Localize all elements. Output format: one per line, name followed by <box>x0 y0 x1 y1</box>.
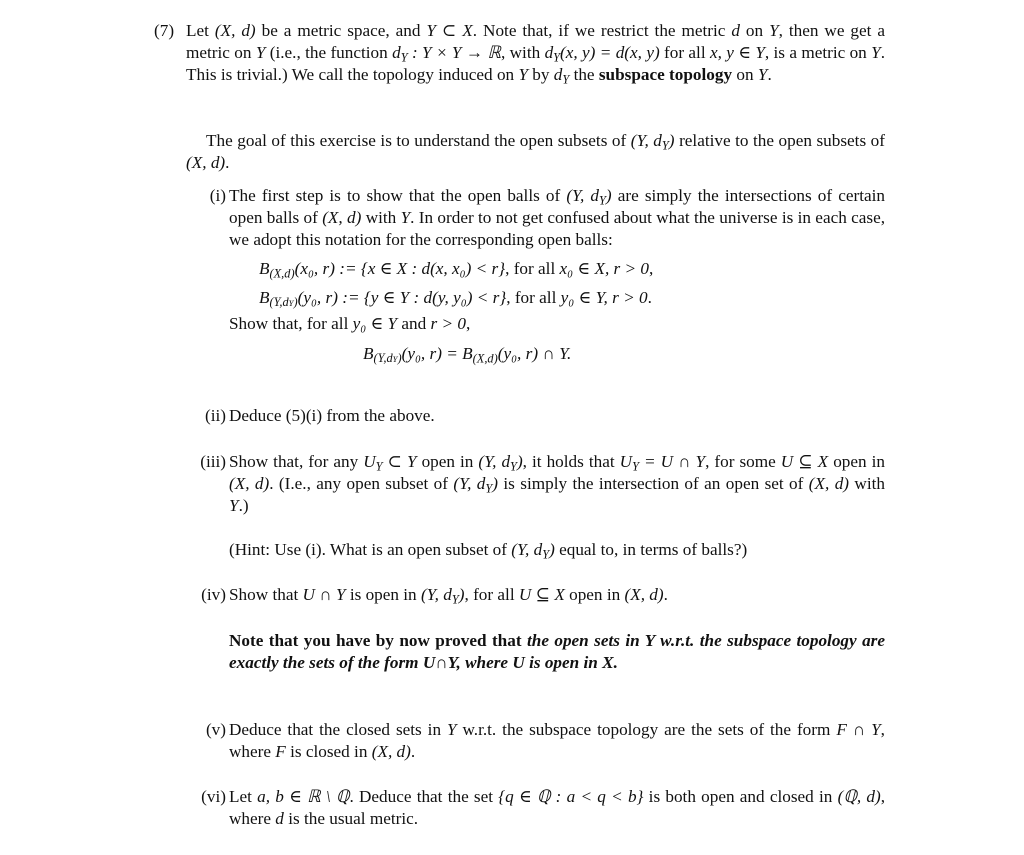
math-part: ) <box>458 585 465 604</box>
item-iv-paragraph <box>229 584 885 606</box>
text: on <box>739 21 770 40</box>
equation-ball-x <box>259 258 653 280</box>
math-part: : Y × Y → ℝ <box>407 43 501 62</box>
math-part: ) <box>605 186 612 205</box>
note-emphasis: the open sets in <box>526 631 645 650</box>
math: y₀ ∈ Y <box>352 314 398 333</box>
subscript: (X,d) <box>269 266 295 281</box>
math-part: U <box>619 452 633 471</box>
math: d <box>275 809 284 828</box>
text: the <box>569 65 599 84</box>
subscript: Y <box>375 459 383 474</box>
math: (x₀, r) := {x ∈ X : d(x, x₀) < r} <box>294 259 506 278</box>
text: with <box>361 208 401 227</box>
math: y₀ ∈ Y, r > 0 <box>560 288 648 307</box>
math: x, y ∈ Y <box>709 43 765 62</box>
exercise-intro <box>186 20 885 86</box>
text: Show that <box>229 585 303 604</box>
math: (X, d) <box>186 153 226 172</box>
text: . Deduce that the set <box>349 787 499 806</box>
text: , for all <box>505 259 560 278</box>
math <box>566 186 612 208</box>
math-part: (Y, d <box>453 474 486 493</box>
math-part: ) <box>397 351 402 366</box>
text: is simply the intersection of an open set of <box>498 474 809 493</box>
math <box>619 452 706 474</box>
text: .) <box>238 496 249 515</box>
math: (ℚ, d) <box>837 787 881 806</box>
math <box>363 452 417 474</box>
math-part: ) <box>549 540 555 559</box>
math: Y <box>255 43 266 62</box>
note-emphasis: . <box>613 653 618 672</box>
subscript: Y <box>510 459 517 474</box>
text: equal to, in terms of balls?) <box>554 540 748 559</box>
note-emphasis: , where <box>456 653 513 672</box>
text: Deduce that the closed sets in <box>229 720 447 739</box>
text: are simply the intersections of certain open balls of <box>229 186 885 227</box>
text: . Note that, if we restrict the metric <box>472 21 732 40</box>
math-part: ) <box>668 131 675 150</box>
item-i-paragraph <box>229 185 885 251</box>
math: Y <box>518 65 528 84</box>
math-part: Y <box>392 354 398 365</box>
math: {q ∈ ℚ : a < q < b} <box>498 787 644 806</box>
math-part: (Y, d <box>420 585 452 604</box>
math: Y <box>769 21 779 40</box>
math-part: ) <box>293 295 298 310</box>
text: Show that, for any <box>229 452 364 471</box>
math: (X, d) <box>214 21 256 40</box>
math <box>420 585 465 607</box>
math <box>478 452 523 474</box>
math-part: (Y,d <box>373 351 393 366</box>
math: U ⊆ X <box>780 452 829 471</box>
text: , it holds that <box>522 452 620 471</box>
text: . <box>225 153 230 172</box>
text: , with <box>500 43 545 62</box>
text: is open in <box>345 585 421 604</box>
math: U ∩ Y <box>302 585 346 604</box>
math: U <box>512 653 525 672</box>
text: open in <box>564 585 625 604</box>
math: F ∩ Y <box>836 720 881 739</box>
math-part: (x, y) = d(x, y) <box>560 43 660 62</box>
subscript <box>270 295 298 309</box>
text: . <box>647 288 652 307</box>
math-part: U <box>363 452 376 471</box>
math: Y <box>229 496 239 515</box>
text: , then we get a metric on <box>186 21 886 62</box>
math: (X, d) <box>322 208 362 227</box>
text: . This is trivial.) We call the topology induced on <box>186 43 885 84</box>
math: X <box>602 653 614 672</box>
text: Show that, for all <box>229 314 353 333</box>
item-iii-paragraph <box>229 451 885 517</box>
subscript: (X,d) <box>472 351 498 366</box>
subscript: Y <box>562 72 570 87</box>
item-label-v: (v) <box>205 720 226 739</box>
math: (y₀, r) = <box>401 344 463 363</box>
math <box>392 43 501 65</box>
math: B <box>462 344 473 363</box>
text: (i.e., the function <box>265 43 393 62</box>
math <box>453 474 499 496</box>
subscript: Y <box>661 138 669 153</box>
text: w.r.t. the subspace topology are the sets of the form <box>456 720 837 739</box>
math-part: ⊂ Y <box>382 452 417 471</box>
text: . <box>767 65 772 84</box>
text: The first step is to show that the open balls of <box>229 186 567 205</box>
math-part: ) <box>516 452 523 471</box>
text: relative to the open subsets of <box>674 131 885 150</box>
item-ii-text: Deduce (5)(i) from the above. <box>229 406 435 425</box>
item-label-vi: (vi) <box>201 787 226 806</box>
text: Let <box>229 787 258 806</box>
text: , where <box>229 720 885 761</box>
math-part: (Y, d <box>511 540 543 559</box>
text: be a metric space, and <box>255 21 427 40</box>
text: . (I.e., any open subset of <box>269 474 454 493</box>
text: . <box>410 742 416 761</box>
math: r > 0 <box>430 314 467 333</box>
math <box>553 65 570 87</box>
math: Y <box>400 208 411 227</box>
text: , <box>466 314 471 333</box>
math: x₀ ∈ X, r > 0 <box>559 259 650 278</box>
text: open in <box>828 452 886 471</box>
math <box>544 43 660 65</box>
math: (X, d) <box>808 474 850 493</box>
math: Y <box>446 720 457 739</box>
note-bold-text: Note that you have by now proved that <box>229 631 527 650</box>
math: Y <box>644 631 655 650</box>
math-part: = U ∩ Y <box>638 452 706 471</box>
math-part: d <box>553 65 563 84</box>
math-part: Y <box>288 298 294 309</box>
subscript: Y <box>542 547 550 562</box>
math: (y₀, r) := {y ∈ Y : d(y, y₀) < r} <box>297 288 507 307</box>
exercise-number: (7) <box>154 21 175 40</box>
bold-term: subspace topology <box>598 65 733 84</box>
text: , for all <box>464 585 519 604</box>
item-label-iii: (iii) <box>200 452 226 471</box>
text: for all <box>659 43 710 62</box>
item-v-paragraph <box>229 719 885 763</box>
math-part: d <box>392 43 401 62</box>
math-part: d <box>544 43 554 62</box>
note-emphasis: w.r.t. the subspace topology are exactly the sets of the form <box>229 631 885 672</box>
text: by <box>528 65 554 84</box>
exercise-goal <box>186 130 885 174</box>
subscript: Y <box>553 50 561 65</box>
math-part: (Y, d <box>566 186 600 205</box>
subscript: Y <box>451 592 459 607</box>
subscript: Y <box>400 50 408 65</box>
math <box>511 540 555 562</box>
math-part: (Y, d <box>630 131 662 150</box>
text: is both open and closed in <box>643 787 838 806</box>
text: and <box>397 314 431 333</box>
text: is closed in <box>285 742 372 761</box>
text: , for all <box>506 288 561 307</box>
text: The goal of this exercise is to understand the open subsets of <box>206 131 631 150</box>
text: (Hint: Use (i). What is an open subset of <box>229 540 512 559</box>
math <box>630 131 675 153</box>
subscript: Y <box>485 481 493 496</box>
text: . <box>663 585 668 604</box>
math: Y <box>871 43 881 62</box>
text: open in <box>416 452 479 471</box>
item-iii-hint <box>229 539 885 561</box>
item-label-i: (i) <box>209 186 226 205</box>
subscript: Y <box>599 193 606 208</box>
text: , where <box>229 787 886 828</box>
math-part: (Y,d <box>269 295 289 310</box>
math: F <box>275 742 286 761</box>
text: , <box>649 259 654 278</box>
text: . In order to not get confused about what the universe is in each case, we adopt this notation for the corresponding open balls: <box>229 208 885 249</box>
item-i-show-that <box>229 313 470 335</box>
math-part: ) <box>492 474 499 493</box>
item-label-ii: (ii) <box>205 406 226 425</box>
math: (X, d) <box>624 585 664 604</box>
math: U ⊆ X <box>518 585 565 604</box>
text: is the usual metric. <box>283 809 419 828</box>
math: (X, d) <box>229 474 270 493</box>
note-emphasis: is open in <box>524 653 603 672</box>
text: , is a metric on <box>764 43 872 62</box>
text: , for some <box>705 452 781 471</box>
math: B <box>363 344 374 363</box>
equation-ball-y <box>259 287 652 309</box>
math: Y <box>757 65 768 84</box>
math: d <box>731 21 740 40</box>
math: a, b ∈ ℝ \ ℚ <box>257 787 350 806</box>
text: with <box>849 474 885 493</box>
math: (X, d) <box>371 742 411 761</box>
item-vi-paragraph <box>229 786 885 830</box>
item-iv-note <box>229 630 885 674</box>
math-part: (Y, d <box>478 452 511 471</box>
text: on <box>732 65 758 84</box>
math: U∩Y <box>422 653 457 672</box>
math: Y ⊂ X <box>426 21 473 40</box>
text: Let <box>186 21 215 40</box>
equation-ball-intersection <box>363 343 571 365</box>
math: (y₀, r) ∩ Y. <box>497 344 572 363</box>
subscript: Y <box>632 459 639 474</box>
item-label-iv: (iv) <box>201 585 226 604</box>
subscript <box>374 351 402 365</box>
math: B <box>259 259 270 278</box>
math: B <box>259 288 270 307</box>
